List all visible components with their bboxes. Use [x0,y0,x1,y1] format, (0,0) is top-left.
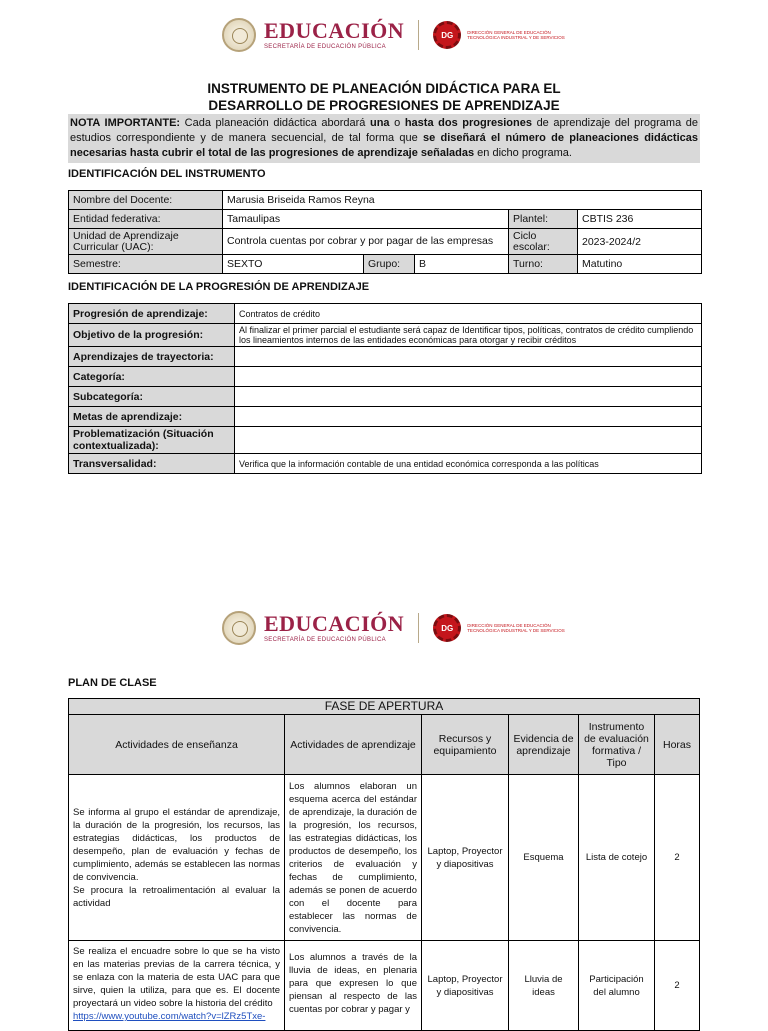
prog-value-6 [235,427,702,454]
header-logos-top [222,18,567,52]
dgeti-gear-icon [433,21,461,49]
table-row [69,941,700,1031]
prog-value-2 [235,347,702,367]
note-bold-2: hasta dos progresiones [404,117,532,129]
col-aprendizaje: Actividades de aprendizaje [285,715,422,775]
important-note [68,114,700,163]
note-label: NOTA IMPORTANTE: [70,117,181,129]
prog-label-7: Transversalidad: [69,454,235,474]
video-link[interactable]: https://www.youtube.com/watch?v=lZRz5Txe- [73,1011,266,1022]
entidad-value: Tamaulipas [223,210,509,229]
prog-value-3 [235,367,702,387]
plan-title: PLAN DE CLASE [68,677,157,689]
header-logos-page2 [222,611,567,645]
sep-logo-subtitle-2: SECRETARÍA DE EDUCACIÓN PÚBLICA [264,637,386,643]
row2-horas: 2 [655,941,700,1031]
table-row [69,775,700,941]
entidad-label: Entidad federativa: [69,210,223,229]
row1-ensenanza [69,775,285,941]
note-text-4: en dicho programa. [474,147,572,159]
sep-logo [264,20,404,50]
note-bold-3: se diseñará el número de planeaciones didácticas necesarias hasta cubrir el total de las progresiones de aprendizaje señaladas [70,132,698,159]
plan-table [68,698,700,1031]
col-instrumento: Instrumento de evaluación formativa / Tipo [579,715,655,775]
row2-instrumento: Participación del alumno [579,941,655,1031]
col-ensenanza: Actividades de enseñanza [69,715,285,775]
row1-ensenanza-b: Se procura la retroalimentación al evaluar la actividad [73,884,280,909]
prog-value-5 [235,407,702,427]
prog-label-1: Objetivo de la progresión: [69,324,235,347]
prog-label-0: Progresión de aprendizaje: [69,304,235,324]
ciclo-value: 2023-2024/2 [578,229,702,255]
uac-label: Unidad de Aprendizaje Curricular (UAC): [69,229,223,255]
row2-ensenanza-text: Se realiza el encuadre sobre lo que se ha visto en las materias previas de la carrera técnica, y se enlaza con la materia de esta UAC para que sirve, quien la utiliza, para que es. El docente proyectará un video sobre la historia del crédito [73,946,280,1009]
turno-label: Turno: [509,255,578,274]
ident-section-title: IDENTIFICACIÓN DEL INSTRUMENTO [68,168,266,180]
document-title [68,80,700,114]
dgeti-mark: DG [441,30,454,40]
logo-divider-2 [418,613,419,643]
row1-ensenanza-a: Se informa al grupo el estándar de aprendizaje, la duración de la progresión, los recursos, las estrategias didácticas, los productos de desempeño, plan de evaluación y fechas de cumplimiento, además se establecen las normas de convivencia. [73,806,280,883]
ident-table [68,190,702,274]
turno-value: Matutino [578,255,702,274]
dgeti-gear-icon-2 [433,614,461,642]
prog-table [68,303,702,474]
prog-label-2: Aprendizajes de trayectoria: [69,347,235,367]
row2-evidencia: Lluvia de ideas [509,941,579,1031]
plantel-label: Plantel: [509,210,578,229]
dgeti-text: DIRECCIÓN GENERAL DE EDUCACIÓN TECNOLÓGICA INDUSTRIAL Y DE SERVICIOS [467,29,565,40]
grupo-label: Grupo: [364,255,415,274]
sep-logo-2 [264,613,404,643]
prog-label-5: Metas de aprendizaje: [69,407,235,427]
prog-label-3: Categoría: [69,367,235,387]
semestre-label: Semestre: [69,255,223,274]
grupo-value: B [415,255,509,274]
note-bold-1: una [369,117,390,129]
prog-section-title: IDENTIFICACIÓN DE LA PROGRESIÓN DE APRENDIZAJE [68,281,370,293]
sep-logo-title: EDUCACIÓN [264,18,405,43]
dgeti-text-2: DIRECCIÓN GENERAL DE EDUCACIÓN TECNOLÓGICA INDUSTRIAL Y DE SERVICIOS [467,622,565,633]
row2-ensenanza [69,941,285,1031]
dgeti-mark-2: DG [441,623,454,633]
prog-label-6: Problematización (Situación contextualizada): [69,427,235,454]
prog-value-4 [235,387,702,407]
prog-value-7: Verifica que la información contable de una entidad económica corresponda a las políticas [235,454,702,474]
uac-value: Controla cuentas por cobrar y por pagar de las empresas [223,229,509,255]
ciclo-label: Ciclo escolar: [509,229,578,255]
phase-title: FASE DE APERTURA [69,699,700,715]
note-text-3: de aprendizaje del programa de estudios correspondiente y de manera secuencial, de tal forma que [70,117,699,144]
row1-instrumento: Lista de cotejo [579,775,655,941]
row1-evidencia: Esquema [509,775,579,941]
logo-divider [418,20,419,50]
row1-horas: 2 [655,775,700,941]
docente-label: Nombre del Docente: [69,191,223,210]
prog-label-4: Subcategoría: [69,387,235,407]
semestre-value: SEXTO [223,255,364,274]
sep-logo-title-2: EDUCACIÓN [264,611,405,636]
prog-value-1: Al finalizar el primer parcial el estudiante será capaz de Identificar tipos, políticas, contratos de crédito cumpliendo los lineamientos internos de las entidades económicas para otorgar y recibir créditos [235,324,702,347]
mexico-seal-icon-2 [222,611,256,645]
note-text-1: Cada planeación didáctica abordará [180,117,370,129]
title-line-2: DESARROLLO DE PROGRESIONES DE APRENDIZAJE [208,98,560,113]
title-line-1: INSTRUMENTO DE PLANEACIÓN DIDÁCTICA PARA EL [207,81,561,96]
mexico-seal-icon [222,18,256,52]
prog-value-0: Contratos de crédito [235,304,702,324]
sep-logo-subtitle: SECRETARÍA DE EDUCACIÓN PÚBLICA [264,44,386,50]
col-horas: Horas [655,715,700,775]
row1-recursos: Laptop, Proyector y diapositivas [422,775,509,941]
plantel-value: CBTIS 236 [578,210,702,229]
note-text-2: o [389,117,405,129]
row2-recursos: Laptop, Proyector y diapositivas [422,941,509,1031]
row2-aprendizaje: Los alumnos a través de la lluvia de ideas, en plenaria para que expresen lo que piensan al respecto de las cuentas por cobrar y pagar y [285,941,422,1031]
row1-aprendizaje: Los alumnos elaboran un esquema acerca del estándar de aprendizaje, la duración de la progresión, los recursos, las estrategias didácticas, los productos de desempeño, los criterios de evaluación y fechas de cumplimiento, además se ponen de acuerdo con el docente para establecer las normas de convivencia. [285,775,422,941]
docente-value: Marusia Briseida Ramos Reyna [223,191,702,210]
col-evidencia: Evidencia de aprendizaje [509,715,579,775]
col-recursos: Recursos y equipamiento [422,715,509,775]
